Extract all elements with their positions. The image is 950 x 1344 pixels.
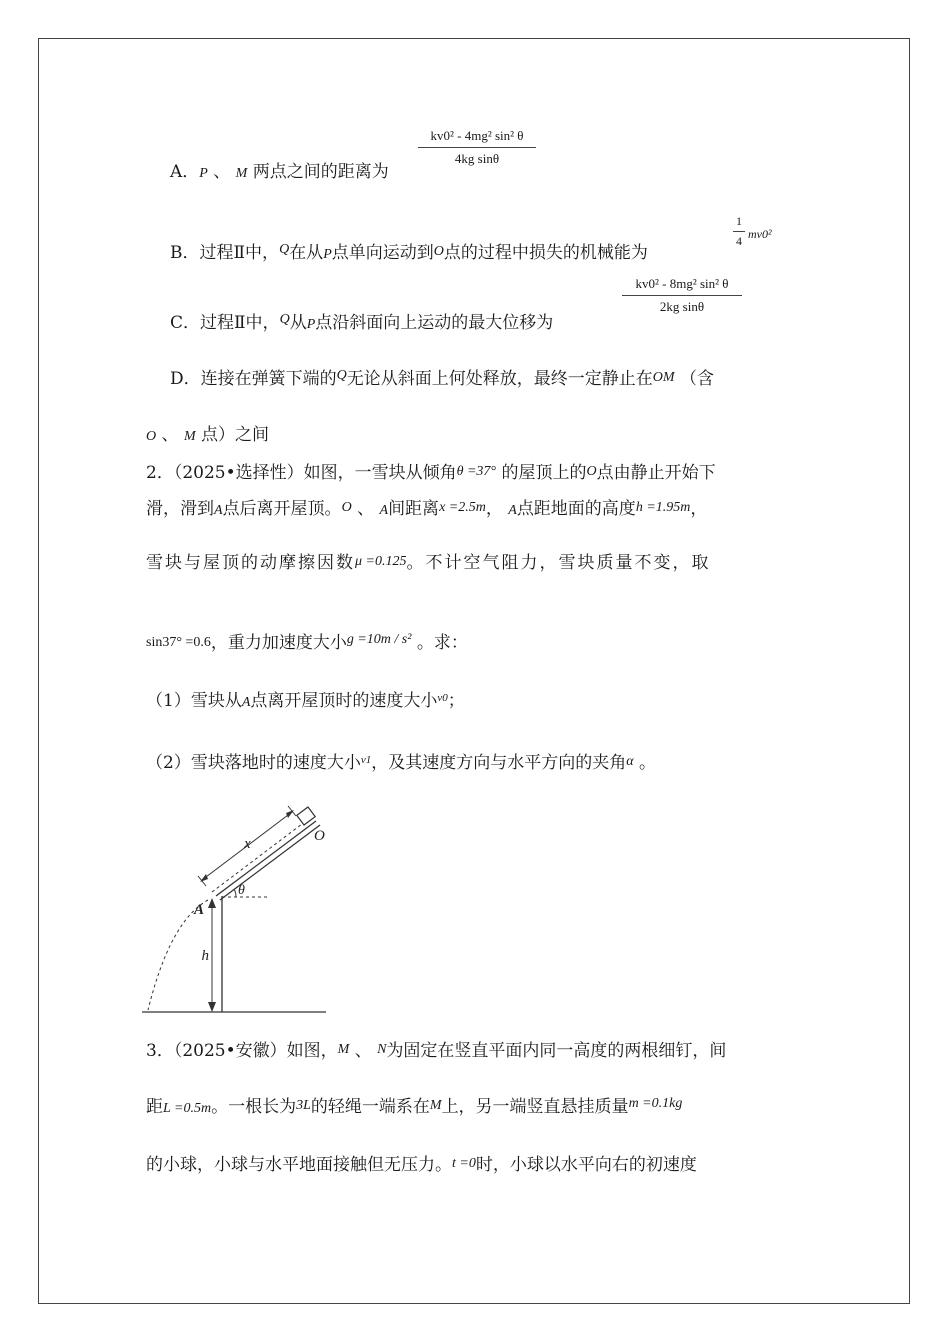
q3-line1: 3．（2025•安徽）如图，M 、 N为固定在竖直平面内同一高度的两根细钉，间: [146, 1041, 727, 1061]
label-o: O: [314, 828, 325, 844]
option-d-cont: O 、 M 点）之间: [146, 425, 270, 445]
label-a: A: [194, 902, 205, 918]
option-b: B．过程Ⅱ中，$^Q$在从P点单向运动到O点的过程中损失的机械能为: [170, 242, 648, 263]
q3-line2: 距L =0.5m。一根长为3L的轻绳一端系在M上，另一端竖直悬挂质量$^{m =0.1kg}$: [146, 1096, 683, 1117]
option-a: A．P 、 M 两点之间的距离为: [170, 162, 389, 182]
q2-line3: 雪块与屋顶的动摩擦因数μ =0.125。不计空气阻力，雪块质量不变，取: [146, 553, 711, 573]
q2-line1: 2．（2025•选择性）如图，一雪块从倾角θ =37° 的屋顶上的O点由静止开始下: [146, 463, 716, 483]
option-a-formula: kv0² - 4mg² sin² θ 4kg sinθ: [418, 128, 536, 167]
q2-line2: 滑，滑到A点后离开屋顶。O 、 A间距离x =2.5m， A点距地面的高度h =1.95m，: [146, 499, 708, 519]
label-theta: θ: [238, 883, 245, 898]
slide-path: [212, 824, 302, 892]
option-c: C．过程Ⅱ中，$^Q$从P点沿斜面向上运动的最大位移为: [170, 312, 554, 333]
q2-sub1: （1）雪块从A点离开屋顶时的速度大小$^{v0}$；: [146, 691, 465, 711]
q2-sub2: （2）雪块落地时的速度大小$^{v1}$，及其速度方向与水平方向的夹角α 。: [146, 753, 656, 773]
option-c-formula: kv0² - 8mg² sin² θ 2kg sinθ: [622, 276, 742, 315]
option-b-formula: 1 4: [733, 214, 745, 249]
roof-figure: [140, 796, 340, 1016]
label-h: h: [201, 948, 209, 964]
label-x: x: [244, 836, 251, 852]
theta-arc: [234, 889, 236, 897]
option-d: D．连接在弹簧下端的$^Q$无论从斜面上何处释放，最终一定静止在OM （含: [170, 368, 714, 389]
option-b-formula-rest: mv0²: [748, 227, 772, 241]
q3-line3: 的小球，小球与水平地面接触但无压力。t =0时，小球以水平向右的初速度: [146, 1155, 697, 1175]
snow-block: [297, 807, 315, 825]
q2-line4: sin37° =0.6，重力加速度大小$^{g =10m / s^2}$ 。求：: [146, 632, 468, 653]
